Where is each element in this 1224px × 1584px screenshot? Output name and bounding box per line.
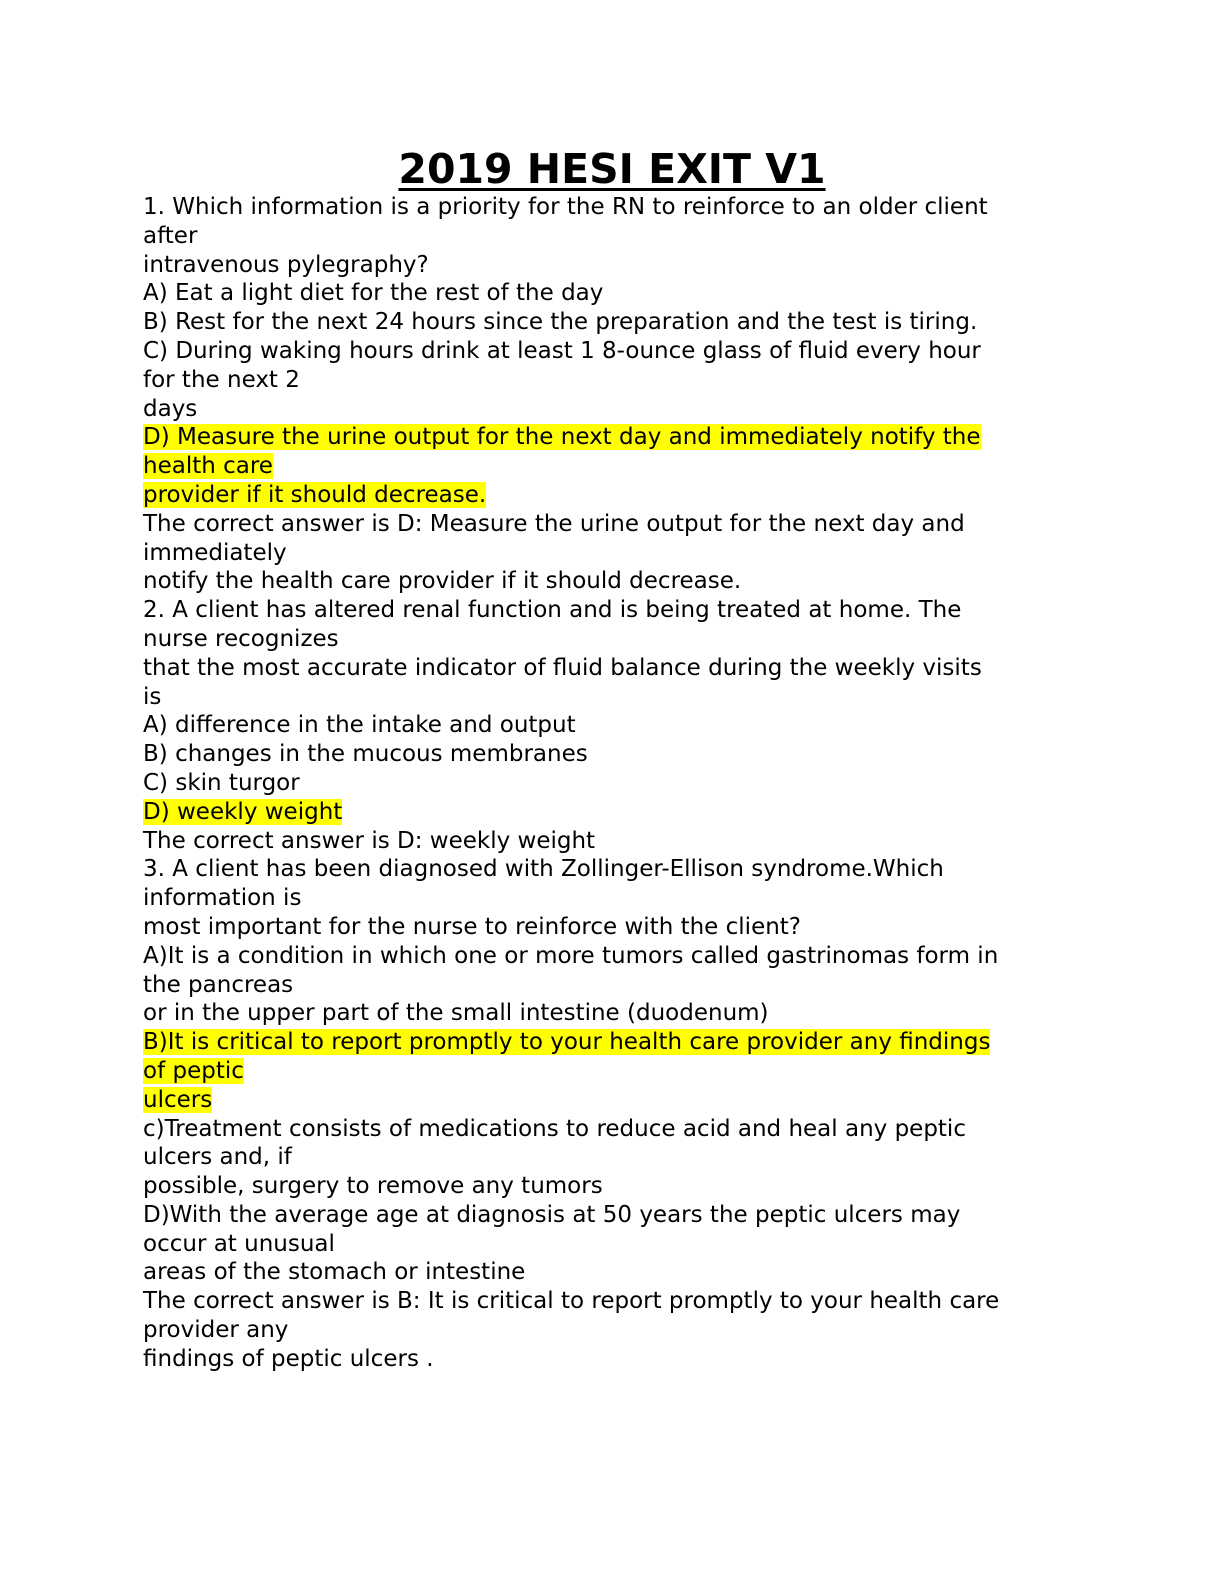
text-line bbox=[143, 971, 1083, 1000]
line-text: for the next 2 bbox=[143, 366, 300, 393]
text-line bbox=[143, 769, 1083, 798]
line-text: 2. A client has altered renal function and is being treated at home. The bbox=[143, 597, 962, 624]
line-text: notify the health care provider if it should decrease. bbox=[143, 568, 742, 595]
highlighted-text: ulcers bbox=[143, 1086, 213, 1113]
text-line bbox=[143, 567, 1083, 596]
line-text: B) Rest for the next 24 hours since the preparation and the test is tiring. bbox=[143, 309, 978, 336]
text-line bbox=[143, 481, 1083, 510]
line-text: A) Eat a light diet for the rest of the day bbox=[143, 280, 604, 307]
line-text: The correct answer is D: weekly weight bbox=[143, 827, 596, 854]
line-text: nurse recognizes bbox=[143, 625, 339, 652]
highlighted-text: D) weekly weight bbox=[143, 798, 343, 825]
line-text: the pancreas bbox=[143, 971, 294, 998]
text-line bbox=[143, 222, 1083, 251]
line-text: possible, surgery to remove any tumors bbox=[143, 1173, 603, 1200]
document-title bbox=[0, 143, 1224, 195]
line-text: C) During waking hours drink at least 1 8-ounce glass of fluid every hour bbox=[143, 337, 981, 364]
text-line bbox=[143, 913, 1083, 942]
text-line bbox=[143, 942, 1083, 971]
line-text: that the most accurate indicator of fluid balance during the weekly visits bbox=[143, 654, 982, 681]
text-line bbox=[143, 308, 1083, 337]
line-text: after bbox=[143, 222, 198, 249]
text-line bbox=[143, 1028, 1083, 1057]
highlighted-text: provider if it should decrease. bbox=[143, 481, 487, 508]
highlighted-text: D) Measure the urine output for the next day and immediately notify the bbox=[143, 424, 981, 451]
text-line bbox=[143, 798, 1083, 827]
text-line bbox=[143, 366, 1083, 395]
line-text: is bbox=[143, 683, 162, 710]
line-text: B) changes in the mucous membranes bbox=[143, 741, 588, 768]
text-line bbox=[143, 452, 1083, 481]
text-line bbox=[143, 740, 1083, 769]
line-text: days bbox=[143, 395, 198, 422]
line-text: areas of the stomach or intestine bbox=[143, 1259, 526, 1286]
line-text: A)It is a condition in which one or more tumors called gastrinomas form in bbox=[143, 942, 999, 969]
text-line bbox=[143, 510, 1083, 539]
text-line bbox=[143, 423, 1083, 452]
line-text: intravenous pylegraphy? bbox=[143, 251, 429, 278]
line-text: or in the upper part of the small intestine (duodenum) bbox=[143, 1000, 769, 1027]
text-line bbox=[143, 1287, 1083, 1316]
text-line bbox=[143, 884, 1083, 913]
text-line bbox=[143, 1172, 1083, 1201]
text-line bbox=[143, 539, 1083, 568]
document-body bbox=[143, 193, 1083, 1374]
text-line bbox=[143, 683, 1083, 712]
text-line bbox=[143, 337, 1083, 366]
text-line bbox=[143, 711, 1083, 740]
line-text: most important for the nurse to reinforce with the client? bbox=[143, 913, 802, 940]
text-line bbox=[143, 596, 1083, 625]
line-text: A) difference in the intake and output bbox=[143, 712, 576, 739]
text-line bbox=[143, 251, 1083, 280]
line-text: information is bbox=[143, 885, 302, 912]
line-text: The correct answer is B: It is critical to report promptly to your health care bbox=[143, 1288, 1000, 1315]
text-line bbox=[143, 395, 1083, 424]
text-line bbox=[143, 1201, 1083, 1230]
line-text: 3. A client has been diagnosed with Zollinger-Ellison syndrome.Which bbox=[143, 856, 944, 883]
line-text: findings of peptic ulcers . bbox=[143, 1345, 434, 1372]
text-line bbox=[143, 193, 1083, 222]
text-line bbox=[143, 279, 1083, 308]
line-text: c)Treatment consists of medications to reduce acid and heal any peptic bbox=[143, 1115, 966, 1142]
highlighted-text: B)It is critical to report promptly to your health care provider any findings bbox=[143, 1029, 991, 1056]
highlighted-text: health care bbox=[143, 453, 273, 480]
line-text: 1. Which information is a priority for the RN to reinforce to an older client bbox=[143, 194, 988, 220]
line-text: provider any bbox=[143, 1317, 289, 1344]
text-line bbox=[143, 1258, 1083, 1287]
text-line bbox=[143, 625, 1083, 654]
line-text: ulcers and, if bbox=[143, 1144, 292, 1171]
document-title-text: 2019 HESI EXIT V1 bbox=[398, 145, 826, 193]
text-line bbox=[143, 1143, 1083, 1172]
line-text: The correct answer is D: Measure the urine output for the next day and bbox=[143, 510, 965, 537]
text-line bbox=[143, 999, 1083, 1028]
line-text: C) skin turgor bbox=[143, 769, 300, 796]
text-line bbox=[143, 1316, 1083, 1345]
line-text: occur at unusual bbox=[143, 1230, 335, 1257]
text-line bbox=[143, 1115, 1083, 1144]
line-text: D)With the average age at diagnosis at 50 years the peptic ulcers may bbox=[143, 1201, 961, 1228]
text-line bbox=[143, 654, 1083, 683]
text-line bbox=[143, 1086, 1083, 1115]
text-line bbox=[143, 827, 1083, 856]
highlighted-text: of peptic bbox=[143, 1057, 244, 1084]
text-line bbox=[143, 1057, 1083, 1086]
text-line bbox=[143, 1345, 1083, 1374]
line-text: immediately bbox=[143, 539, 287, 566]
text-line bbox=[143, 1230, 1083, 1259]
text-line bbox=[143, 855, 1083, 884]
